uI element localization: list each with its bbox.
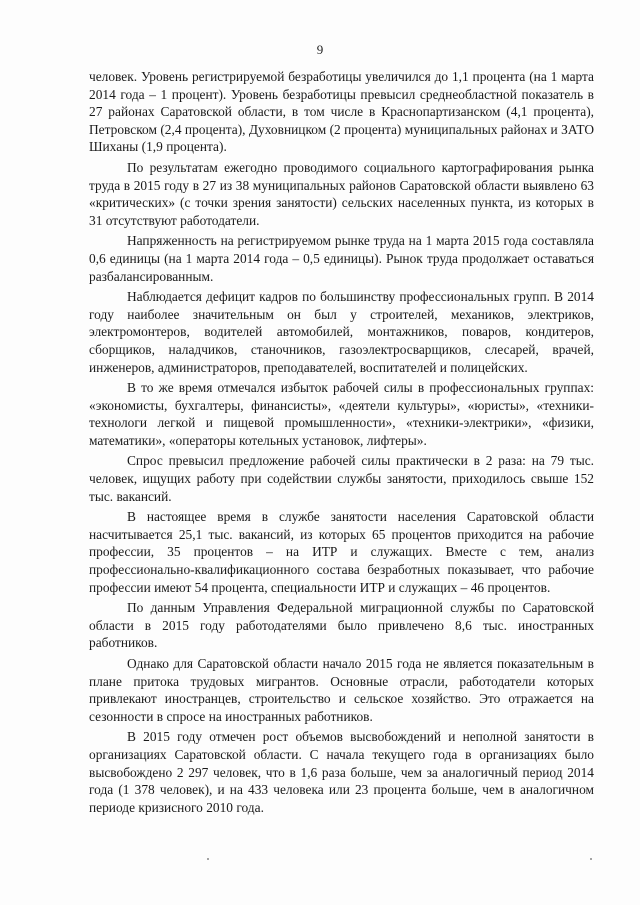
paragraph-continuation: человек. Уровень регистрируемой безработицы увеличился до 1,1 процента (на 1 марта 2014 года – 1 процент). Уровень безработицы превысил среднеобластной показатель в 27 районах Саратовской области, в том числе в Краснопартизанском (4,1 процента), Петровском (2,4 процента), Духовницком (2 процента) муниципальных районах и ЗАТО Шиханы (1,9 процента).	[89, 69, 594, 155]
paragraph: Наблюдается дефицит кадров по большинству профессиональных групп. В 2014 году наиболее значительным он был у строителей, механиков, электриков, электромонтеров, водителей автомобилей, монтажников, поваров, кондитеров, сборщиков, наладчиков, станочников, газоэлектросварщиков, слесарей, врачей, инженеров, администраторов, преподавателей, воспитателей и полицейских.	[89, 289, 594, 375]
paragraph: По данным Управления Федеральной миграционной службы по Саратовской области в 2015 году работодателями было привлечено 8,6 тыс. иностранных работников.	[89, 600, 594, 651]
document-body	[89, 68, 594, 819]
paragraph: В настоящее время в службе занятости населения Саратовской области насчитывается 25,1 тыс. вакансий, из которых 65 процентов приходится на рабочие профессии, 35 процентов – на ИТР и служащих. Вместе с тем, анализ профессионально-квалификационного состава безработных показывает, что рабочие профессии имеют 54 процента, специальности ИТР и служащих – 46 процентов.	[89, 509, 594, 595]
scan-speck	[207, 858, 209, 860]
paragraph: Спрос превысил предложение рабочей силы практически в 2 раза: на 79 тыс. человек, ищущих работу при содействии службы занятости, приходилось свыше 152 тыс. вакансий.	[89, 453, 594, 504]
scan-speck	[590, 858, 592, 860]
paragraph: Однако для Саратовской области начало 2015 года не является показательным в плане притока трудовых мигрантов. Основные отрасли, работодатели которых привлекают иностранцев, строительство и сельское хозяйство. Это отражается на сезонности в спросе на иностранных работников.	[89, 656, 594, 724]
page-number: 9	[316, 42, 324, 57]
paragraph: В то же время отмечался избыток рабочей силы в профессиональных группах: «экономисты, бухгалтеры, финансисты», «деятели культуры», «юристы», «техники-технологи легкой и пищевой промышленности», «техники-электрики», «физики, математики», «операторы котельных установок, лифтеры».	[89, 380, 594, 448]
paragraph: Напряженность на регистрируемом рынке труда на 1 марта 2015 года составляла 0,6 единицы (на 1 марта 2014 года – 0,5 единицы). Рынок труда продолжает оставаться разбалансированным.	[89, 233, 594, 284]
paragraph: В 2015 году отмечен рост объемов высвобождений и неполной занятости в организациях Саратовской области. С начала текущего года в организациях было высвобождено 2 297 человек, что в 1,6 раза больше, чем за аналогичный период 2014 года (1 378 человек), и на 433 человека или 23 процента больше, чем в аналогичном периоде кризисного 2010 года.	[89, 729, 594, 815]
paragraph: По результатам ежегодно проводимого социального картографирования рынка труда в 2015 году в 27 из 38 муниципальных районов Саратовской области выявлено 63 «критических» (с точки зрения занятости) сельских населенных пункта, из которых в 31 отсутствуют работодатели.	[89, 159, 594, 228]
